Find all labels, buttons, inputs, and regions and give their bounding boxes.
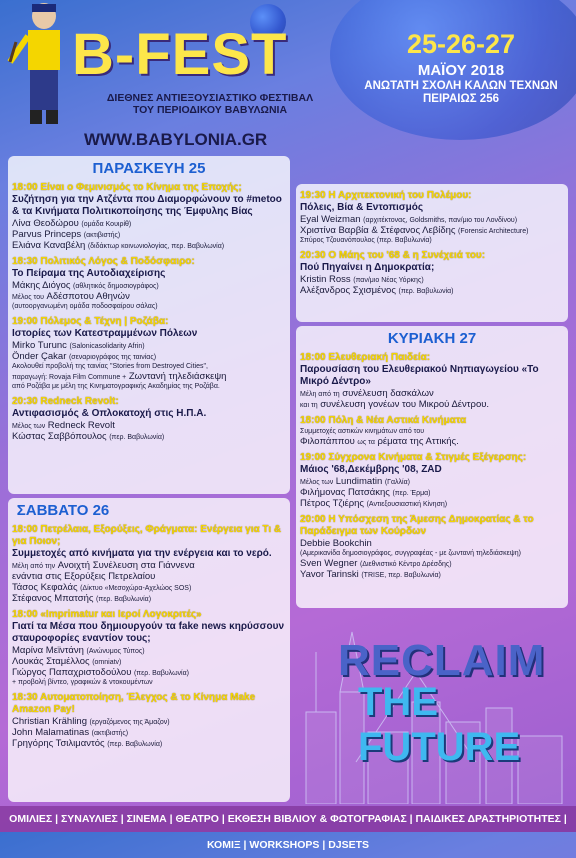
speaker-note: + προβολή βίντεο, γραφικών & ντοκουμέντων	[12, 679, 153, 686]
festival-month: ΜΑΪΟΥ 2018	[417, 62, 505, 79]
speaker-note: από Ροζάβα με μέλη της Κινηματογραφικής Ακαδημίας της Ροζάβα.	[12, 383, 220, 390]
festival-title: B-FEST	[72, 22, 288, 87]
speaker-note: (σεναριογράφος της ταινίας)	[68, 354, 157, 361]
event-item	[12, 182, 288, 251]
speaker-note: (Αντιεξουσιαστική Κίνηση)	[366, 501, 448, 508]
speaker: Ελιάνα Καναβέλη	[12, 240, 86, 251]
speaker: Lundimatin	[335, 476, 383, 487]
speaker: του Μικρού Δέντρου.	[401, 399, 490, 410]
speaker: Eyal Weizman	[300, 214, 361, 225]
footer-activities: ΟΜΙΛΙΕΣ | ΣΥΝΑΥΛΙΕΣ | ΣΙΝΕΜΑ | ΘΕΑΤΡΟ | ΕΚΘΕΣΗ ΒΙΒΛΙΟΥ & ΦΩΤΟΓΡΑΦΙΑΣ | ΠΑΙΔΙΚΕΣ ΔΡΑΣΤΗΡΙΟΤΗΤΕΣ | ΚΟΜΙΞ | WORKSHOPS | DJSETS	[0, 806, 576, 832]
friday-right-events	[300, 190, 566, 301]
speaker: Λουκάς Σταμέλλος	[12, 656, 90, 667]
speaker-note: Συμμετοχές αστικών κινημάτων από του	[300, 428, 425, 435]
event-item	[12, 256, 288, 311]
speaker-note: (εργαζόμενος της Άμαζον)	[89, 719, 170, 726]
speaker-note: Μέλος του	[12, 294, 44, 301]
speaker: Λίνα Θεοδώρου	[12, 218, 79, 229]
speaker-note: Μέλη από την	[12, 563, 56, 570]
website-link[interactable]: WWW.BABYLONIA.GR	[84, 130, 268, 149]
festival-subtitle	[90, 92, 330, 116]
event-title: 20:00 Η Υπόσχεση της Άμεσης Δημοκρατίας & το Παράδειγμα των Κούρδων	[300, 514, 534, 537]
speaker: Πέτρος Τζιέρης	[300, 498, 365, 509]
speaker-note: (Διεθνιστικό Κέντρο Δρέσδης)	[359, 561, 452, 568]
speaker-note: (ακτιβιστής)	[83, 232, 121, 239]
speaker: Kristin Ross	[300, 274, 351, 285]
event-title: 18:30 Αυτοματοποίηση, Έλεγχος & το Κίνημα Make Amazon Pay!	[12, 692, 256, 715]
event-title: 20:30 Ο Μάης του '68 & η Συνέχειά του:	[300, 250, 486, 261]
speaker: Αδέσποτου Αθηνών	[46, 291, 130, 302]
event-item	[300, 415, 566, 447]
reclaim-title: RECLAIM	[338, 636, 546, 685]
event-title: 18:30 Πολιτικός Λόγος & Ποδόσφαιρο:	[12, 256, 195, 267]
event-item	[12, 692, 288, 749]
speaker-note: (ακτιβιστής)	[91, 730, 129, 737]
speaker: Sven Wegner	[300, 558, 358, 569]
event-subtitle: Συζήτηση για την Ατζέντα που Διαμορφώνουν το #metoo & τα Κινήματα Πολιτικοποίησης της Έμφυλης Βίας	[12, 194, 282, 217]
friday-heading: ΠΑΡΑΣΚΕΥΗ 25	[92, 160, 206, 177]
speaker: Αλέξανδρος Σχισμένος	[300, 285, 396, 296]
speaker-note: (Αμερικανίδα δημοσιογράφος, συγγραφέας - με ζωντανή τηλεδιάσκεψη)	[300, 550, 521, 557]
subtitle-line: ΤΟΥ ΠΕΡΙΟΔΙΚΟΥ ΒΑΒΥΛΩΝΙΑ	[132, 104, 288, 116]
event-subtitle: Γιατί τα Μέσα που δημιουργούν τα fake news κηρύσσουν σταυροφορίες εναντίον τους;	[12, 621, 285, 644]
speaker-note: Σπύρος Τζουανόπουλος (περ. Βαβυλωνία)	[300, 237, 432, 244]
event-subtitle: Αντιφασισμός & Οπλοκατοχή στις Η.Π.Α.	[12, 408, 207, 419]
speaker-note: (Forensic Architecture)	[458, 228, 529, 235]
speaker-note: παραγωγή: Rovaja Film Commune +	[12, 374, 127, 381]
speaker: Κώστας Σαββόπουλος	[12, 431, 107, 442]
event-item	[300, 514, 566, 580]
speaker: Ζωντανή τηλεδιάσκεψη	[128, 371, 227, 382]
sunday-heading: ΚΥΡΙΑΚΗ 27	[387, 330, 477, 347]
speaker-note: (Ανώνυμος Τύπος)	[86, 648, 145, 655]
event-title: 19:30 Η Αρχιτεκτονική του Πολέμου:	[300, 190, 472, 201]
event-item	[300, 352, 566, 410]
speaker: Γρηγόρης Τσιλιμαντός	[12, 738, 105, 749]
event-title: 18:00 «Imprimatur και Ιεροί Λογοκριτές»	[12, 609, 202, 620]
speaker-note: (περ. Έρμα)	[392, 490, 431, 497]
festival-dates: 25-26-27	[406, 29, 516, 59]
subtitle-line: ΔΙΕΘΝΕΣ ΑΝΤΙΕΞΟΥΣΙΑΣΤΙΚΟ ΦΕΣΤΙΒΑΛ	[106, 92, 314, 104]
speaker: Μαρίνα Μεϊντάνη	[12, 645, 84, 656]
event-item	[12, 316, 288, 391]
event-title: 19:00 Πόλεμος & Τέχνη | Ροζάβα:	[12, 316, 169, 327]
event-subtitle: Ιστορίες των Κατεστραμμένων Πόλεων	[12, 328, 198, 339]
speaker: Önder Çakar	[12, 351, 67, 362]
event-subtitle: Πόλεις, Βία & Εντοπισμός	[300, 202, 424, 213]
event-title: 18:00 Είναι ο Φεμινισμός το Κίνημα της Εποχής;	[12, 182, 242, 193]
speaker-note: (παν/μιο Νέας Υόρκης)	[353, 277, 424, 284]
event-title: 18:00 Πετρέλαια, Εξορύξεις, Φράγματα: Ενέργεια για Τι & για Ποιον;	[12, 524, 282, 547]
speaker-note: Μέλη από τη	[300, 391, 340, 398]
speaker: ρέματα της Αττικής.	[377, 436, 459, 447]
event-subtitle: Συμμετοχές από κινήματα για την ενέργεια και το νερό.	[12, 548, 272, 559]
saturday-heading: ΣΑΒΒΑΤΟ 26	[16, 502, 110, 519]
speaker: John Malamatinas	[12, 727, 90, 738]
mascot-figure	[6, 2, 76, 132]
venue-line: ΠΕΙΡΑΙΩΣ 256	[423, 93, 499, 105]
speaker: συνέλευση γονέων	[320, 399, 400, 410]
speaker: Ανοιχτή Συνέλευση στα Γιάννενα	[57, 560, 195, 571]
speaker-note: (Δίκτυο «Μεσοχώρα-Αχελώος SOS)	[80, 585, 192, 592]
speaker-note: και τη	[300, 402, 318, 409]
event-subtitle: Πού Πηγαίνει η Δημοκρατία;	[300, 262, 435, 273]
venue-line: ΑΝΩΤΑΤΗ ΣΧΟΛΗ ΚΑΛΩΝ ΤΕΧΝΩΝ	[364, 80, 558, 92]
speaker-note: Μέλος των	[12, 423, 46, 430]
speaker: Christian Krähling	[12, 716, 87, 727]
speaker-note: (περ. Βαβυλωνία)	[107, 741, 163, 748]
event-title: 18:00 Ελευθεριακή Παιδεία:	[300, 352, 431, 363]
speaker-note: Ακολουθεί προβολή της ταινίας "Stories from Destroyed Cities",	[12, 363, 208, 370]
speaker: Redneck Revolt	[47, 420, 115, 431]
speaker-note: (αθλητικός δημοσιογράφος)	[73, 283, 159, 290]
saturday-events	[12, 524, 288, 754]
event-item	[300, 250, 566, 296]
event-item	[12, 524, 288, 604]
event-subtitle: Το Πείραμα της Αυτοδιαχείρισης	[12, 268, 166, 279]
speaker-note: (αρχιτέκτονας, Goldsmiths, παν/μιο του Λονδίνου)	[363, 217, 518, 224]
speaker-note: (Γαλλία)	[384, 479, 410, 486]
speaker-note: (Salonicasolidarity Afrin)	[69, 343, 145, 350]
speaker: ενάντια στις Εξορύξεις Πετρελαίου	[12, 571, 156, 582]
event-item	[300, 190, 566, 245]
event-item	[12, 396, 288, 442]
speaker: Mirko Turunc	[12, 340, 67, 351]
speaker: Μάκης Διόγος	[12, 280, 71, 291]
event-title: 20:30 Redneck Revolt:	[12, 396, 119, 407]
speaker-note: ως τα	[357, 439, 375, 446]
event-title: 18:00 Πόλη & Νέα Αστικά Κινήματα	[300, 415, 467, 426]
speaker: συνέλευση δασκάλων	[342, 388, 434, 399]
speaker: Φιλήμονας Πατσάκης	[300, 487, 390, 498]
speaker: Yavor Tarinski	[300, 569, 359, 580]
speaker: Στέφανος Μπατσής	[12, 593, 94, 604]
speaker: Parvus Princeps	[12, 229, 82, 240]
speaker-note: (περ. Βαβυλωνία)	[133, 670, 189, 677]
festival-venue	[356, 80, 566, 106]
speaker: Φιλοπάππου	[300, 436, 355, 447]
speaker-note: (διδάκτωρ κοινωνιολογίας, περ. Βαβυλωνία)	[87, 243, 225, 250]
speaker-note: (περ. Βαβυλωνία)	[398, 288, 454, 295]
speaker-note: (ομάδα Κουιρίθ)	[81, 221, 132, 228]
speaker-note: (omniatv)	[92, 659, 122, 666]
event-subtitle: Μάιος '68,Δεκέμβρης '08, ZAD	[300, 464, 442, 475]
speaker-note: (περ. Βαβυλωνία)	[96, 596, 152, 603]
speaker: Τάσος Κεφαλάς	[12, 582, 78, 593]
event-item	[300, 452, 566, 509]
event-item	[12, 609, 288, 687]
event-subtitle: Παρουσίαση του Ελευθεριακού Νηπιαγωγείου «Το Μικρό Δέντρο»	[300, 364, 539, 387]
speaker: Debbie Bookchin	[300, 538, 372, 549]
speaker-note: (TRISE, περ. Βαβυλωνία)	[361, 572, 441, 579]
sunday-events	[300, 352, 566, 585]
future-title: THE FUTURE	[358, 680, 521, 769]
friday-events	[12, 182, 288, 447]
speaker: Χριστίνα Βαρβία & Στέφανος Λεβίδης	[300, 225, 456, 236]
event-title: 19:00 Σύγχρονα Κινήματα & Στιγμές Εξέγερσης:	[300, 452, 527, 463]
speaker: Γιώργος Παπαχριστοδούλου	[12, 667, 132, 678]
speaker-note: (περ. Βαβυλωνία)	[109, 434, 165, 441]
speaker-note: Μέλος των	[300, 479, 334, 486]
speaker-note: (αυτοοργανωμένη ομάδα ποδοσφαίρου σάλας)	[12, 303, 158, 310]
